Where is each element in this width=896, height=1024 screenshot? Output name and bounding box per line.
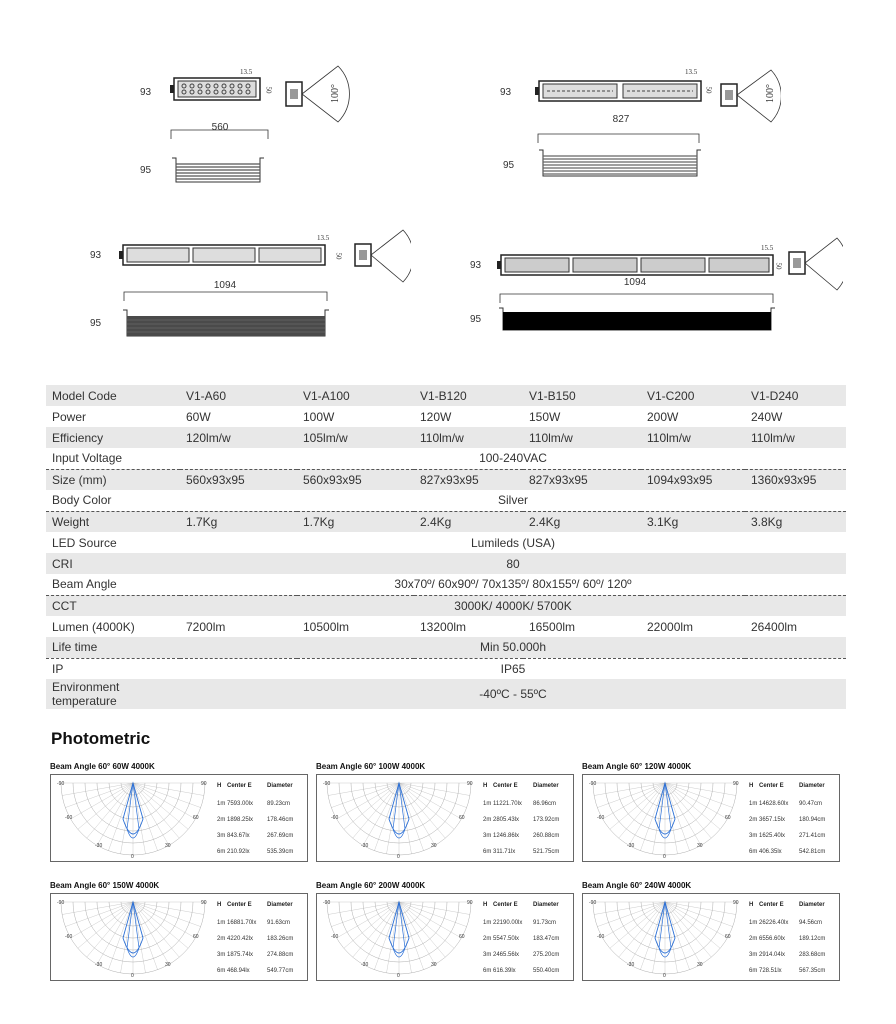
row-center: 7593.00lx (227, 801, 254, 807)
polar-label-br: 30 (697, 962, 703, 968)
photometric-row (483, 801, 573, 807)
photometric-card-title: Beam Angle 60° 240W 4000K (582, 881, 692, 890)
polar-label-zero: 0 (663, 854, 666, 859)
row-h: 1m (483, 920, 492, 926)
polar-label-bl: -30 (95, 843, 103, 849)
polar-label-br: 30 (165, 962, 171, 968)
cell-label: Power (52, 409, 87, 424)
cell-label: Efficiency (46, 427, 180, 448)
polar-label-br: 30 (165, 843, 171, 849)
photometric-row (217, 936, 307, 942)
cell: 80 (180, 553, 846, 574)
photometric-table-header (217, 783, 307, 789)
polar-diagram (585, 779, 745, 859)
cell: IP65 (500, 661, 526, 676)
row-h: 2m (749, 936, 758, 942)
polar-label-br: 30 (431, 843, 437, 849)
row-weight (46, 511, 846, 532)
photometric-card-title: Beam Angle 60° 60W 4000K (50, 762, 155, 771)
row-h: 2m (483, 936, 492, 942)
polar-label-right: 90 (201, 781, 207, 787)
row-center: 210.92lx (227, 849, 250, 855)
row-diameter: 91.63cm (267, 920, 291, 926)
small-dim-b: 50 (264, 86, 273, 94)
polar-label-br: 30 (431, 962, 437, 968)
polar-label-br: 30 (697, 843, 703, 849)
polar-label-right: 90 (201, 900, 207, 906)
cell: Lumileds (USA) (470, 535, 556, 550)
photometric-row (749, 817, 839, 823)
polar-label-zero: 0 (397, 854, 400, 859)
photometric-table-header (749, 783, 839, 789)
env-label-1: Environment (52, 680, 120, 694)
fixture-top-view (535, 78, 705, 104)
fixture-side-view (497, 304, 779, 334)
length-dim: 1094 (213, 280, 237, 291)
photometric-card (316, 893, 574, 981)
photometric-row (483, 936, 573, 942)
polar-label-zero: 0 (397, 973, 400, 978)
polar-label-ml: -60 (331, 815, 339, 821)
polar-diagram (319, 779, 479, 859)
row-center: 16881.70lx (227, 920, 257, 926)
row-input-voltage (46, 448, 846, 469)
row-diameter: 86.96cm (533, 801, 557, 807)
fixture-top-view (170, 74, 264, 104)
polar-diagram (319, 898, 479, 978)
fixture-top-view (497, 252, 777, 278)
polar-label-zero: 0 (663, 973, 666, 978)
polar-label-right: 90 (733, 781, 739, 787)
row-size (46, 469, 846, 490)
row-h: 3m (483, 833, 492, 839)
cell: 100-240VAC (180, 448, 846, 469)
cell-label: Model Code (46, 385, 180, 406)
small-dim-b: 50 (334, 252, 343, 260)
row-diameter: 549.77cm (267, 968, 294, 974)
row-center: 616.39lx (493, 968, 516, 974)
row-center: 5547.50lx (493, 936, 520, 942)
row-h: 2m (483, 817, 492, 823)
row-center: 1625.40lx (759, 833, 786, 839)
photometric-row (483, 849, 573, 855)
fixture-side-view (168, 154, 268, 188)
cell: 26400lm (751, 619, 798, 634)
row-center: 468.94lx (227, 968, 250, 974)
polar-label-mr: 60 (193, 815, 199, 821)
cell-label: LED Source (52, 535, 117, 550)
col-h: H (217, 783, 222, 789)
depth-dim: 95 (470, 314, 482, 325)
row-center: 2465.56lx (493, 952, 520, 958)
col-center: Center E (493, 783, 518, 789)
polar-label-ml: -60 (331, 934, 339, 940)
col-center: Center E (493, 902, 518, 908)
photometric-row (217, 920, 307, 926)
cell: 110lm/w (414, 427, 523, 448)
cell-label: CRI (46, 553, 180, 574)
polar-label-left: -90 (57, 900, 65, 906)
cell: 60W (186, 409, 211, 424)
photometric-card-title: Beam Angle 60° 200W 4000K (316, 881, 426, 890)
col-center: Center E (759, 783, 784, 789)
polar-label-bl: -30 (95, 962, 103, 968)
polar-diagram (53, 898, 213, 978)
row-h: 2m (217, 936, 226, 942)
small-dim-a: 15.5 (761, 244, 774, 252)
photometric-card (50, 893, 308, 981)
cell: 1094x93x95 (641, 469, 745, 490)
polar-label-ml: -60 (597, 815, 605, 821)
cell-label: Lumen (4000K) (52, 619, 135, 634)
row-center: 6556.60lx (759, 936, 786, 942)
polar-label-zero: 0 (131, 854, 134, 859)
fixture-top-view (119, 242, 329, 268)
col-h: H (749, 783, 754, 789)
row-center: 2805.43lx (493, 817, 520, 823)
cell-label: Life time (46, 637, 180, 658)
row-h: 3m (749, 833, 758, 839)
cell: 110lm/w (641, 427, 745, 448)
row-cct (46, 595, 846, 616)
polar-label-bl: -30 (361, 962, 369, 968)
row-h: 1m (749, 801, 758, 807)
row-h: 6m (749, 849, 758, 855)
cell: Silver (180, 490, 846, 511)
polar-label-zero: 0 (131, 973, 134, 978)
row-center: 11221.70lx (493, 801, 522, 807)
polar-label-bl: -30 (627, 843, 635, 849)
row-power (46, 406, 846, 427)
cell: 22000lm (647, 619, 694, 634)
cell: V1-C200 (641, 385, 745, 406)
cell: 1360x93x95 (745, 469, 846, 490)
row-center: 1898.25lx (227, 817, 254, 823)
row-diameter: 267.69cm (267, 833, 294, 839)
height-dim: 93 (470, 260, 482, 271)
small-dim-b: 50 (704, 86, 713, 94)
small-dim-a: 13.5 (317, 234, 330, 242)
col-center: Center E (227, 783, 252, 789)
cell: 3.8Kg (745, 511, 846, 532)
beam-angle-label: 100° (765, 84, 776, 103)
row-diameter: 283.68cm (799, 952, 826, 958)
height-dim: 93 (90, 250, 102, 261)
side-bracket-view (785, 234, 843, 292)
polar-label-left: -90 (589, 900, 597, 906)
cell: 3.1Kg (641, 511, 745, 532)
polar-diagram (53, 779, 213, 859)
col-diameter: Diameter (533, 902, 559, 908)
cell: V1-D240 (745, 385, 846, 406)
col-diameter: Diameter (267, 902, 293, 908)
polar-label-ml: -60 (65, 934, 73, 940)
col-diameter: Diameter (799, 902, 825, 908)
row-h: 6m (217, 968, 226, 974)
row-h: 2m (217, 817, 226, 823)
photometric-row (483, 952, 573, 958)
photometric-row (217, 833, 307, 839)
row-diameter: 271.41cm (799, 833, 826, 839)
photometric-card (316, 774, 574, 862)
col-h: H (749, 902, 754, 908)
row-beam-angle (46, 574, 846, 595)
length-dim: 827 (612, 114, 630, 125)
row-center: 1875.74lx (227, 952, 254, 958)
fixture-side-view (121, 306, 331, 342)
cell: 560x93x95 (180, 469, 297, 490)
row-h: 1m (749, 920, 758, 926)
length-dimension-line (499, 292, 775, 304)
length-dim: 1094 (623, 277, 647, 288)
row-diameter: 274.88cm (267, 952, 294, 958)
row-diameter: 91.73cm (533, 920, 557, 926)
photometric-card (582, 774, 840, 862)
row-h: 3m (217, 952, 226, 958)
photometric-card (50, 774, 308, 862)
polar-label-bl: -30 (361, 843, 369, 849)
row-center: 3657.15lx (759, 817, 786, 823)
polar-label-right: 90 (733, 900, 739, 906)
polar-label-ml: -60 (597, 934, 605, 940)
row-h: 2m (749, 817, 758, 823)
polar-label-ml: -60 (65, 815, 73, 821)
cell: 7200lm (186, 619, 226, 634)
row-center: 26226.40lx (759, 920, 789, 926)
cell: V1-B120 (414, 385, 523, 406)
row-center: 406.35lx (759, 849, 782, 855)
row-led-source (46, 532, 846, 553)
row-life-time (46, 637, 846, 658)
polar-label-mr: 60 (459, 934, 465, 940)
row-diameter: 183.47cm (533, 936, 560, 942)
photometric-card-title: Beam Angle 60° 100W 4000K (316, 762, 426, 771)
cell: 100W (303, 409, 335, 424)
cell: 110lm/w (745, 427, 846, 448)
cell: 2.4Kg (523, 511, 641, 532)
photometric-row (749, 936, 839, 942)
cell: 200W (647, 409, 679, 424)
row-h: 3m (749, 952, 758, 958)
photometric-table-header (483, 902, 573, 908)
photometric-row (749, 968, 839, 974)
cell: 30x70º/ 60x90º/ 70x135º/ 80x155º/ 60º/ 120º (180, 574, 846, 595)
spec-table (46, 385, 846, 709)
cell-label: Weight (46, 511, 180, 532)
row-center: 2914.04lx (759, 952, 786, 958)
cell: 240W (751, 409, 783, 424)
cell-label: Beam Angle (46, 574, 180, 595)
row-h: 3m (483, 952, 492, 958)
row-center: 843.67lx (227, 833, 250, 839)
cell: 827x93x95 (523, 469, 641, 490)
row-h: 6m (483, 849, 492, 855)
col-h: H (217, 902, 222, 908)
row-center: 4220.42lx (227, 936, 254, 942)
col-diameter: Diameter (533, 783, 559, 789)
row-diameter: 89.23cm (267, 801, 291, 807)
col-h: H (483, 783, 488, 789)
photometric-row (483, 920, 573, 926)
photometric-row (217, 817, 307, 823)
photometric-card-title: Beam Angle 60° 150W 4000K (50, 881, 160, 890)
row-center: 14628.60lx (759, 801, 789, 807)
row-h: 1m (483, 801, 492, 807)
height-dim: 93 (140, 87, 152, 98)
photometric-table-header (749, 902, 839, 908)
cell: 150W (529, 409, 561, 424)
cell: 110lm/w (523, 427, 641, 448)
cell: Min 50.000h (180, 637, 846, 658)
cell: 105lm/w (297, 427, 414, 448)
col-diameter: Diameter (799, 783, 825, 789)
polar-label-mr: 60 (459, 815, 465, 821)
cell-label: CCT (46, 595, 180, 616)
height-dim: 93 (500, 87, 512, 98)
cell-label: Size (mm) (46, 469, 180, 490)
row-center: 22190.00lx (493, 920, 523, 926)
polar-label-left: -90 (323, 900, 331, 906)
cell-label: Input Voltage (46, 448, 180, 469)
row-environment (46, 679, 846, 709)
row-center: 728.51lx (759, 968, 782, 974)
row-ip (46, 658, 846, 679)
cell: V1-B150 (523, 385, 641, 406)
row-diameter: 567.35cm (799, 968, 826, 974)
row-diameter: 94.56cm (799, 920, 823, 926)
col-center: Center E (759, 902, 784, 908)
photometric-row (483, 817, 573, 823)
photometric-heading: Photometric (51, 729, 151, 748)
row-diameter: 180.94cm (799, 817, 826, 823)
length-dimension-line (123, 290, 329, 302)
photometric-row (749, 920, 839, 926)
photometric-row (749, 833, 839, 839)
photometric-table-header (483, 783, 573, 789)
photometric-row (217, 968, 307, 974)
depth-dim: 95 (503, 160, 515, 171)
row-lumen (46, 616, 846, 637)
row-diameter: 178.46cm (267, 817, 294, 823)
cell: 10500lm (303, 619, 350, 634)
photometric-card-title: Beam Angle 60° 120W 4000K (582, 762, 692, 771)
row-diameter: 189.12cm (799, 936, 826, 942)
cell: 827x93x95 (414, 469, 523, 490)
drawing-1094-b (465, 232, 845, 342)
polar-label-mr: 60 (725, 815, 731, 821)
polar-label-left: -90 (57, 781, 65, 787)
drawing-1094-a (85, 222, 425, 342)
polar-label-bl: -30 (627, 962, 635, 968)
polar-label-left: -90 (589, 781, 597, 787)
row-diameter: 275.20cm (533, 952, 560, 958)
row-diameter: 173.92cm (533, 817, 560, 823)
row-h: 6m (749, 968, 758, 974)
beam-angle-label: 100° (330, 84, 341, 103)
small-dim-b: 50 (774, 262, 783, 270)
row-efficiency (46, 427, 846, 448)
row-h: 3m (217, 833, 226, 839)
depth-dim: 95 (90, 318, 102, 329)
polar-label-right: 90 (467, 781, 473, 787)
small-dim-a: 13.5 (685, 68, 698, 76)
polar-label-right: 90 (467, 900, 473, 906)
cell: 16500lm (529, 619, 576, 634)
polar-label-mr: 60 (193, 934, 199, 940)
photometric-row (217, 849, 307, 855)
cell: 120lm/w (180, 427, 297, 448)
photometric-row (749, 801, 839, 807)
row-h: 1m (217, 920, 226, 926)
photometric-table-header (217, 902, 307, 908)
length-dimension-line (537, 132, 701, 144)
fixture-side-view (537, 146, 703, 182)
side-bracket-view (351, 226, 411, 284)
photometric-row (483, 968, 573, 974)
row-diameter: 90.47cm (799, 801, 823, 807)
row-h: 1m (217, 801, 226, 807)
row-h: 6m (483, 968, 492, 974)
col-center: Center E (227, 902, 252, 908)
cell-label: Body Color (46, 490, 180, 511)
row-center: 1246.86lx (493, 833, 520, 839)
row-diameter: 260.88cm (533, 833, 560, 839)
cell: 1.7Kg (180, 511, 297, 532)
photometric-row (217, 952, 307, 958)
photometric-row (483, 833, 573, 839)
photometric-row (749, 952, 839, 958)
row-diameter: 535.39cm (267, 849, 294, 855)
col-diameter: Diameter (267, 783, 293, 789)
cell: 1.7Kg (297, 511, 414, 532)
row-center: 311.71lx (493, 849, 516, 855)
cell: 560x93x95 (297, 469, 414, 490)
row-body-color (46, 490, 846, 511)
row-cri (46, 553, 846, 574)
depth-dim: 95 (140, 165, 152, 176)
row-diameter: 183.26cm (267, 936, 294, 942)
row-diameter: 542.81cm (799, 849, 826, 855)
cell: V1-A60 (180, 385, 297, 406)
polar-label-left: -90 (323, 781, 331, 787)
cell-label (46, 679, 180, 709)
polar-diagram (585, 898, 745, 978)
small-dim-a: 13.5 (240, 68, 253, 76)
drawing-560 (130, 60, 370, 190)
cell: 2.4Kg (414, 511, 523, 532)
drawing-827 (495, 60, 795, 190)
row-diameter: 550.40cm (533, 968, 560, 974)
photometric-row (217, 801, 307, 807)
cell: 13200lm (420, 619, 467, 634)
photometric-card (582, 893, 840, 981)
cell: 120W (420, 409, 452, 424)
length-dim: 560 (211, 122, 229, 133)
col-h: H (483, 902, 488, 908)
cell-label: IP (52, 661, 64, 676)
cell: V1-A100 (297, 385, 414, 406)
row-diameter: 521.75cm (533, 849, 560, 855)
env-label-2: temperature (52, 694, 117, 708)
polar-label-mr: 60 (725, 934, 731, 940)
row-model-code (46, 385, 846, 406)
photometric-row (749, 849, 839, 855)
cell: -40ºC - 55ºC (180, 679, 846, 709)
cell: 3000K/ 4000K/ 5700K (180, 595, 846, 616)
row-h: 6m (217, 849, 226, 855)
